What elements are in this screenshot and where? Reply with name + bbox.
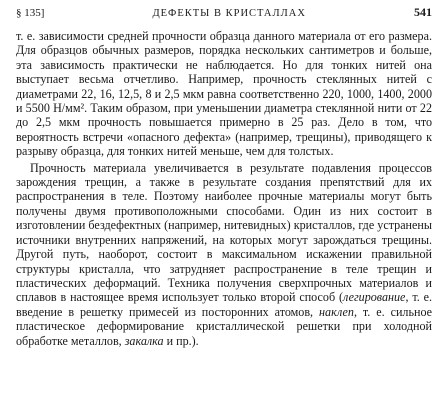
paragraph-continued: т. е. зависимости средней прочности образца данного материала от его размера. Для образцов обычных размеров, порядка нескольких сантиметров и больше, эта зависимость практически не наблюдается. Но для тонких нитей она выступает весьма отчетливо. Например, прочность стеклянных нитей с диаметрами 22, 16, 12,5, 8 и 2,5 мкм равна соответственно 220, 1000, 1400, 2000 и 5500 Н/мм². Таким образом, при уменьшении диаметра стеклянной нити от 22 до 2,5 мкм прочность повышается примерно в 25 раз. Дело в том, что вероятность встречи «опасного дефекта» (например, трещины), приводящего к разрыву образца, для тонких нитей меньше, чем для толстых.: [16, 29, 432, 159]
paragraph-text: , т. е. сильное пластическое деформирование кристаллической решетки при холодной обработке металлов,: [16, 304, 433, 348]
paragraph-text: Прочность материала увеличивается в результате подавления процессов зарождения трещин, а также в результате создания препятствий для их распространения в теле. Поэтому наиболее прочные материалы могут быть получены двумя противоположными способами. Один из них состоит в изготовлении бездефектных (например, нитевидных) кристаллов, где устранены источники внутренних напряжений, на которых могут зарождаться трещины. Другой путь, наоборот, состоит в максимальном искажении правильной структуры кристалла, что затрудняет распространение в теле трещин и пластических деформаций. Техника получения сверхпрочных материалов и сплавов в настоящее время использует только второй способ (: [16, 160, 432, 305]
page-number: 541: [413, 5, 432, 19]
paragraph-strength: [16, 161, 432, 348]
running-header: [16, 5, 432, 19]
paragraph-text: и пр.).: [163, 333, 199, 348]
emphasis-term: закалка: [124, 333, 164, 348]
chapter-title: ДЕФЕКТЫ В КРИСТАЛЛАХ: [152, 8, 306, 19]
paragraph-text: , т. е. введение в решетку примесей из посторонних атомов,: [16, 290, 432, 319]
emphasis-term: наклеп: [319, 304, 354, 319]
section-reference: § 135]: [16, 7, 45, 19]
emphasis-term: легирование: [343, 290, 406, 305]
